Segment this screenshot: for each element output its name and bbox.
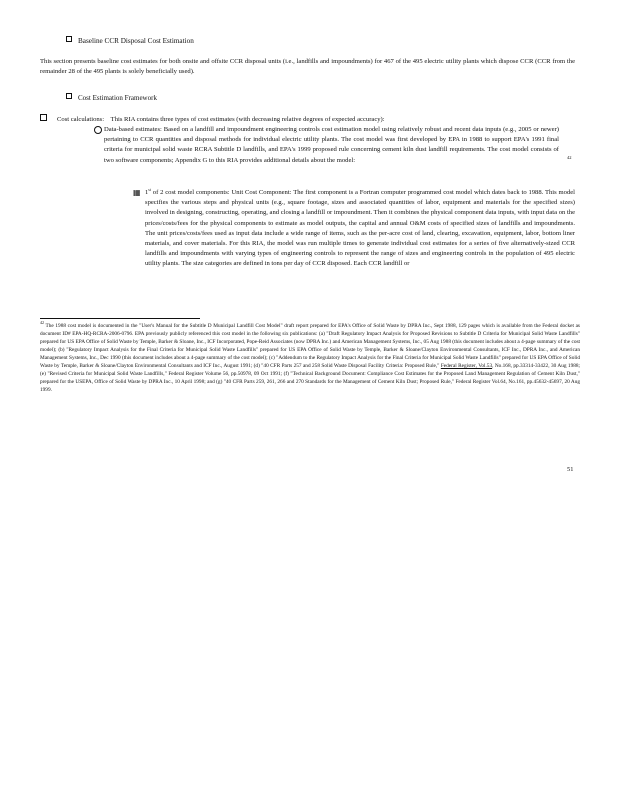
- unit-cost-component-item: [133, 186, 575, 270]
- footnote-citation: Federal Register, Vol.53: [440, 363, 493, 369]
- page-number: 51: [567, 466, 574, 473]
- cost-calculations-item: [40, 114, 580, 125]
- subsection-heading-text: Cost Estimation Framework: [78, 94, 157, 102]
- footnote-separator: [40, 318, 200, 319]
- footnote-reference: 42: [567, 155, 572, 160]
- footnote-number: 42: [40, 320, 44, 326]
- section-heading-text: Baseline CCR Disposal Cost Estimation: [78, 37, 194, 45]
- footnote-text-part-1: The 1988 cost model is documented in the "User's Manual for the Subtitle D Municipal Landfill Cost Model" draft report prepared for EPA's Office of Solid Waste by DPRA Inc., Sept 1988, 129 pages which is available from the Federal docket as document ID# EPA-HQ-RCRA-2006-0796. EPA previously publicly referenced this cost model in the following six publications: (a) "Draft Regulatory Impact Analysis for Proposed Revisions to Subtitle D Criteria for Municipal Solid Waste Landfills" prepared for US EPA Office of Solid Waste by Temple, Barker & Sloane, Inc., ICF Incorporated, Pope-Reid Associates (now DPRA Inc.) and American Management Systems, Inc., 05 Aug 1988 (this document includes about a 4-page summary of the cost model); (b) "Regulatory Impact Analysis for the Final Criteria for Municipal Solid Waste Landfills" prepared for US EPA Office of Solid Waste by Temple, Barker & Sloane/Clayton Environmental Consultants, ICF Inc., DPRA Inc., and American Management Systems, Inc., Dec 1990 (this document includes about a 4-page summary of the cost model); (c) "Addendum to the Regulatory Impact Analysis for the Final Criteria for Municipal Solid Waste Landfills" prepared for US EPA Office of Solid Waste by Temple, Barker & Sloane/Clayton Environmental Consultants and ICF Inc., August 1991; (d) "40 CFR Parts 257 and 258 Solid Waste Disposal Facility Criteria: Proposed Rule,": [40, 323, 580, 369]
- intro-paragraph: This section presents baseline cost estimates for both onsite and offsite CCR disposal units (i.e., landfills and impoundments) for 467 of the 495 electric utility plants which dispose CCR (CCR from the remainder 28 of the 495 plants is solely beneficially used).: [40, 58, 575, 75]
- cost-calculations-label: Cost calculations:: [57, 116, 105, 123]
- circle-bullet-icon: [94, 126, 102, 134]
- footnote: [40, 322, 580, 394]
- ordinal-suffix: st: [148, 186, 151, 192]
- checkbox-bullet-icon: ▦: [133, 188, 141, 197]
- cost-calculations-text: This RIA contains three types of cost estimates (with decreasing relative degrees of expected accuracy):: [110, 116, 385, 123]
- footnote-text-part-2: , No.168, pp.33314-33422, 30 Aug 1988; (e) "Revised Criteria for Municipal Solid Waste Landfills," Federal Register Volume 56, pp.50978, 09 Oct 1991; (f) "Technical Background Document: Compliance Cost Estimates for the Proposed Land Management Regulation of Cement Kiln Dust," prepared for the USEPA, Office of Solid Waste by DPRA Inc., 10 April 1998; and (g) "40 CFR Parts 259, 261, 266 and 270 Standards for the Management of Cement Kiln Dust; Proposed Rule," Federal Register Vol.64, No.161, pp.45632-45697, 20 Aug 1999.: [40, 363, 580, 393]
- section-heading: [66, 36, 194, 45]
- heading-bullet-icon: [66, 36, 72, 42]
- data-based-estimates-item: [104, 125, 559, 166]
- subsection-heading: [66, 93, 157, 102]
- subheading-bullet-icon: [66, 93, 72, 99]
- unit-cost-component-text: of 2 cost model components: Unit Cost Component: The first component is a Fortran computer programmed cost model which dates back to 1988. This model specifies the various steps and physical units (e.g., square footage, sizes and associated quantities of labor, equipment and materials for the specified sizes) involved in designing, constructing, operating, and closing a landfill or impoundment. Then it combines the physical component data inputs, with input data on the prices/costs/fees for the physical components to estimate as model outputs, the capital and annual O&M costs of specified sizes of landfills and impoundments. The unit prices/costs/fees used as input data include a wide range of items, such as the per-acre cost of land, clearing, excavation, equipment, labor, bottom liner materials, and cover materials. For this RIA, the model was run multiple times to generate individual cost estimates for a series of five alternatively-sized CCR landfills and impoundments with varying types of engineering controls to represent the range of sizes and engineering controls in the population of 495 electric utility plants. The size categories are defined in tons per day of CCR disposed. Each CCR landfill or: [145, 189, 575, 268]
- data-based-estimates-text: Data-based estimates: Based on a landfill and impoundment engineering controls cost estimation model using relatively robust and recent data inputs (e.g., 2005 or newer) pertaining to CCR quantities and disposal methods for individual electric utility plants. The cost model was first developed by EPA in 1988 to support EPA's 1991 final criteria for municipal solid waste RCRA Subtitle D landfills, and EPA's 1999 proposed rule concerning cement kiln dust landfill requirements. The cost model consists of two software components; Appendix G to this RIA provides additional details about the model:: [104, 126, 559, 164]
- square-bullet-icon: [40, 114, 47, 121]
- ordinal-number: 1: [145, 189, 149, 196]
